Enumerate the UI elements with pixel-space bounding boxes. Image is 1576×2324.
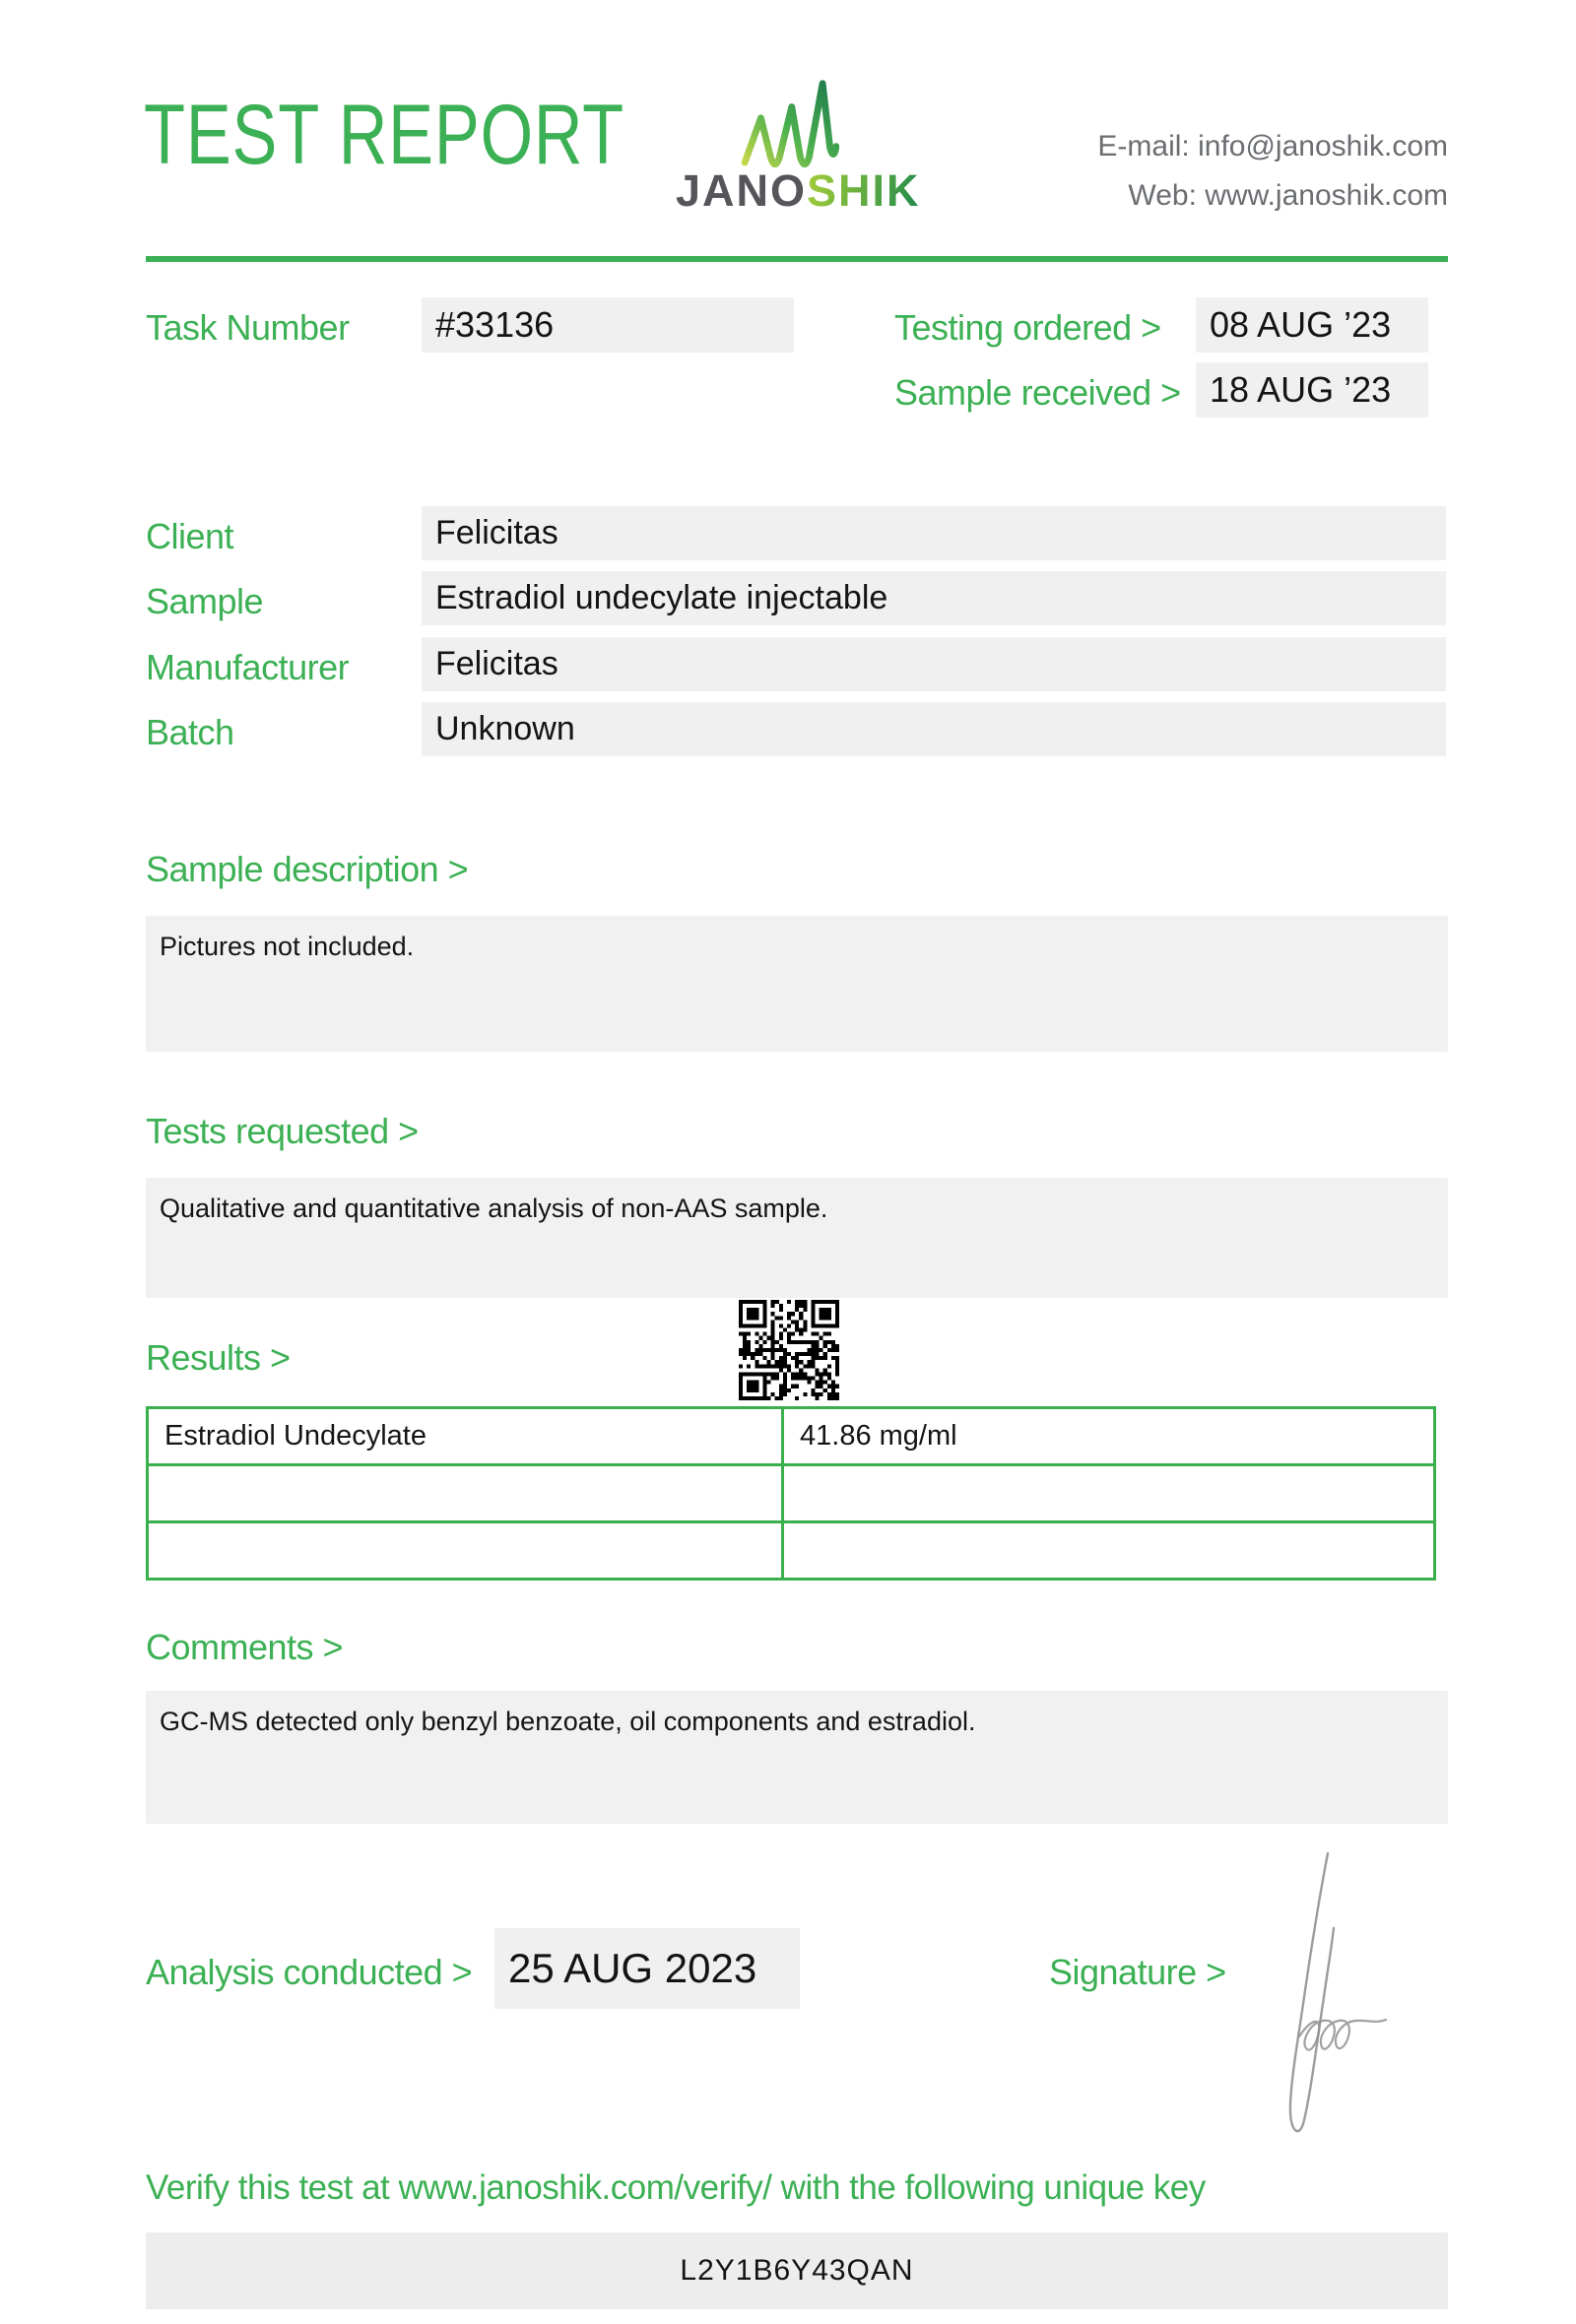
qr-code <box>739 1300 839 1400</box>
client-value: Felicitas <box>422 506 1446 560</box>
comments-box: GC-MS detected only benzyl benzoate, oil components and estradiol. <box>146 1691 1448 1824</box>
brand-jano: JANO <box>676 165 808 216</box>
brand-shik: SHIK <box>807 165 921 216</box>
contact-block <box>1097 122 1448 221</box>
task-number-value: #33136 <box>422 297 794 353</box>
verify-text: Verify this test at www.janoshik.com/verify/ with the following unique key <box>146 2168 1206 2207</box>
batch-label: Batch <box>146 712 234 752</box>
header-divider <box>146 256 1448 262</box>
tests-requested-label: Tests requested > <box>146 1111 419 1151</box>
contact-web: Web: www.janoshik.com <box>1128 179 1448 212</box>
signature-label: Signature > <box>1049 1952 1226 1992</box>
table-row <box>149 1463 1433 1520</box>
sample-label: Sample <box>146 581 264 621</box>
contact-email: E-mail: info@janoshik.com <box>1097 130 1448 162</box>
sample-received-value: 18 AUG ’23 <box>1196 362 1428 418</box>
analysis-date-value: 25 AUG 2023 <box>494 1928 800 2009</box>
result-value: 41.86 mg/ml <box>800 1420 957 1452</box>
client-label: Client <box>146 516 234 556</box>
signature-image <box>1266 1849 1394 2140</box>
table-row <box>149 1520 1433 1578</box>
result-analyte <box>149 1466 784 1520</box>
result-value <box>784 1466 1433 1520</box>
brand-wordmark <box>676 165 921 217</box>
result-value <box>784 1523 1433 1578</box>
task-number-label: Task Number <box>146 307 350 348</box>
table-row <box>149 1409 1433 1463</box>
sample-value: Estradiol undecylate injectable <box>422 571 1446 625</box>
results-label: Results > <box>146 1337 291 1378</box>
testing-ordered-label: Testing ordered > <box>894 307 1161 348</box>
batch-value: Unknown <box>422 702 1446 756</box>
manufacturer-label: Manufacturer <box>146 647 350 687</box>
result-analyte: Estradiol Undecylate <box>149 1409 784 1463</box>
manufacturer-value: Felicitas <box>422 637 1446 691</box>
sample-description-label: Sample description > <box>146 849 469 889</box>
results-table <box>146 1406 1436 1581</box>
verify-key: L2Y1B6Y43QAN <box>146 2232 1448 2309</box>
sample-description-box: Pictures not included. <box>146 916 1448 1052</box>
sample-received-label: Sample received > <box>894 372 1181 413</box>
testing-ordered-value: 08 AUG ’23 <box>1196 297 1428 353</box>
tests-requested-box: Qualitative and quantitative analysis of non-AAS sample. <box>146 1178 1448 1298</box>
comments-label: Comments > <box>146 1627 344 1667</box>
analysis-conducted-label: Analysis conducted > <box>146 1952 473 1992</box>
result-analyte <box>149 1523 784 1578</box>
chart-logo-icon <box>737 75 839 167</box>
page-title: TEST REPORT <box>144 88 624 182</box>
